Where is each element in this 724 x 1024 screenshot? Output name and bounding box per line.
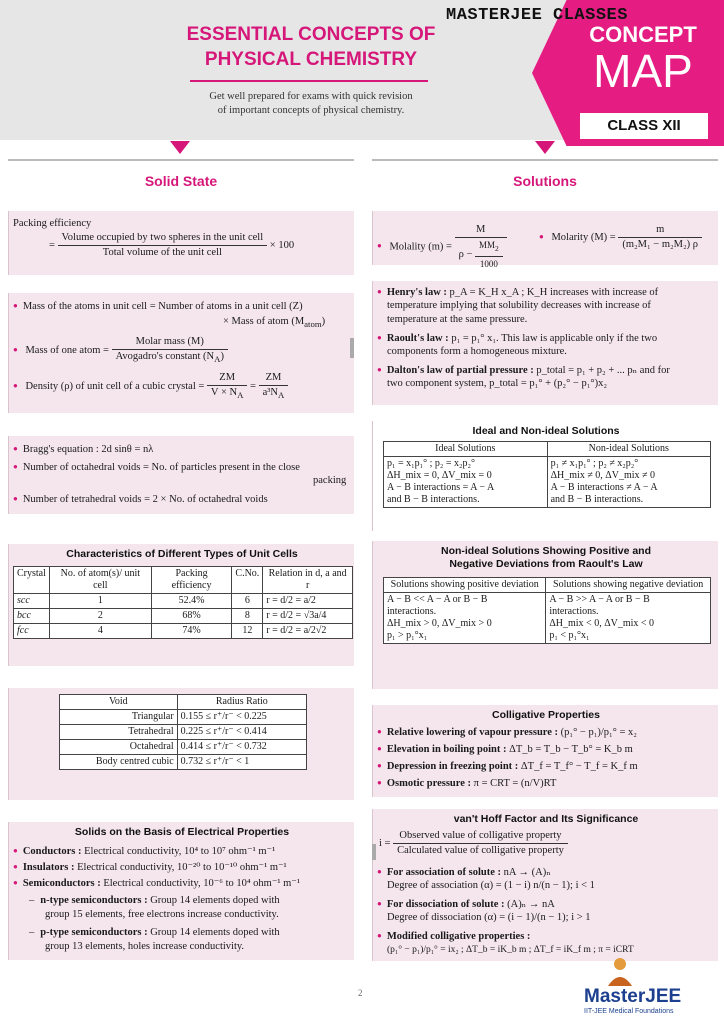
cell-line: ΔH_mix < 0, ΔV_mix < 0: [549, 618, 655, 629]
colligative-text: ΔT_f = T_f° − T_f = K_f m: [520, 761, 638, 772]
conductors-text: Electrical conductivity, 10⁴ to 10⁷ ohm⁻¹ m⁻¹: [84, 846, 276, 857]
ptype-continuation: group 13 elements, holes increase conductivity.: [45, 941, 245, 952]
semi-label: Semiconductors :: [22, 878, 101, 889]
colligative-item: [377, 725, 637, 740]
ideal-solutions-table: [383, 441, 711, 508]
cell-line: p₁ = x₁p₁° ; p₂ = x₂p₂°: [387, 458, 475, 469]
cell-line: p₁ ≠ x₁p₁° ; p₂ ≠ x₂p₂°: [550, 458, 639, 469]
table-header: Void: [60, 695, 178, 710]
table-cell: Body centred cubic: [60, 755, 178, 770]
semiconductors-line: [13, 876, 300, 891]
title-underline: [190, 80, 428, 82]
table-cell: scc: [14, 594, 50, 609]
table-cell: bcc: [14, 609, 50, 624]
ptype-line: [29, 926, 280, 940]
density-lhs: Density (ρ) of unit cell of a cubic crystal =: [25, 380, 205, 392]
mass-of-one-atom-line: [13, 335, 228, 366]
deviation-title: [373, 545, 719, 571]
colligative-item: [377, 742, 633, 757]
cell-line: A − B interactions = A − A: [387, 482, 495, 493]
dalton-continuation: two component system, p_total = p₁° + (p₂° − p₁°)x₂: [387, 378, 607, 389]
density-f1-den-sub: A: [237, 390, 244, 401]
banner-map: MAP: [593, 45, 693, 97]
mass-of-atom-continuation: [223, 315, 325, 331]
unit-cells-table: [13, 566, 353, 639]
cell-line: interactions.: [549, 606, 599, 617]
tagline-line-1: Get well prepared for exams with quick revision: [209, 91, 413, 102]
molality-den-a: ρ −: [458, 248, 473, 260]
table-header: No. of atom(s)/ unit cell: [49, 567, 151, 594]
ptype-label: p-type semiconductors :: [40, 927, 148, 938]
density-f1-den-text: V × N: [210, 387, 238, 398]
conductors-line: [13, 844, 275, 859]
i-den: Calculated value of colligative property: [397, 845, 564, 856]
cell-line: ΔH_mix = 0, ΔV_mix = 0: [387, 470, 492, 481]
table-cell: 0.155 ≤ r⁺/r⁻ < 0.225: [177, 710, 306, 725]
ideal-title: Ideal and Non-ideal Solutions: [472, 425, 620, 437]
table-cell: 68%: [151, 609, 232, 624]
table-header: Solutions showing negative deviation: [546, 578, 711, 593]
unit-cells-title: Characteristics of Different Types of Unit Cells: [66, 548, 298, 560]
molality-num: M: [455, 223, 507, 238]
mass-line2-sub: atom: [304, 319, 322, 330]
inner-num-text: MM: [479, 240, 496, 250]
octahedral-voids-continuation: packing: [313, 475, 347, 486]
cell-line: p₁ > p₁°x₁: [387, 630, 428, 641]
unit-cells-box: [8, 544, 354, 666]
scroll-marker: [372, 844, 376, 860]
colligative-label: Depression in freezing point :: [386, 761, 519, 772]
table-header: Relation in d, a and r: [263, 567, 353, 594]
solid-state-heading: [8, 159, 354, 201]
table-row: [60, 740, 307, 755]
table-header: Solutions showing positive deviation: [384, 578, 546, 593]
cell-line: p₁ < p₁°x₁: [549, 630, 590, 641]
packing-efficiency-box: [8, 211, 354, 275]
molality-den: [455, 238, 507, 271]
cell-line: A − B << A − A or B − B: [387, 594, 488, 605]
table-cell: 6: [232, 594, 263, 609]
bragg-voids-box: [8, 436, 354, 514]
ptype-text: Group 14 elements doped with: [150, 927, 280, 938]
ntype-text: Group 14 elements doped with: [150, 895, 280, 906]
table-row: [384, 593, 711, 644]
bragg-equation: ● Bragg's equation : 2d sinθ = nλ: [13, 442, 153, 457]
table-cell: fcc: [14, 624, 50, 639]
table-row: [384, 457, 711, 508]
modified-colligative-line: [377, 929, 530, 944]
cell-line: and B − B interactions.: [550, 494, 644, 505]
mod-label: Modified colligative properties :: [386, 931, 531, 942]
octahedral-voids-line: ● Number of octahedral voids = No. of particles present in the close: [13, 460, 300, 475]
molality-box: [372, 211, 718, 269]
table-header: Crystal: [14, 567, 50, 594]
table-cell: [384, 457, 548, 508]
laws-box: [372, 281, 718, 405]
table-cell: r = d/2 = a/2: [263, 594, 353, 609]
tagline-line-2: of important concepts of physical chemistry.: [217, 105, 405, 116]
voids-box: [8, 688, 354, 800]
i-lhs: i =: [379, 837, 391, 849]
table-row: [14, 594, 353, 609]
henry-text: p_A = K_H x_A ; K_H increases with increase of: [449, 287, 659, 298]
electrical-title: Solids on the Basis of Electrical Properties: [74, 826, 290, 838]
density-f1-den: [207, 386, 247, 402]
table-cell: 8: [232, 609, 263, 624]
association-continuation: Degree of association (α) = (1 − i) n/(n − 1); i < 1: [387, 880, 595, 891]
table-cell: 4: [49, 624, 151, 639]
molarity-num: m: [618, 223, 702, 238]
molar-den: [112, 350, 228, 366]
insulators-line: [13, 860, 287, 875]
density-eq: =: [250, 380, 256, 392]
table-header-row: [14, 567, 353, 594]
dalton-text: p_total = p₁ + p₂ + ... pₙ and for: [536, 365, 670, 376]
assoc-label: For association of solute :: [386, 867, 501, 878]
dissociation-line: [377, 897, 555, 912]
table-cell: Octahedral: [60, 740, 178, 755]
raoult-text: p₁ = p₁° x₁. This law is applicable only if the two: [451, 333, 658, 344]
colligative-title: Colligative Properties: [492, 709, 600, 721]
mascot-icon: [600, 956, 640, 986]
molar-den-text: Avogadro's constant (N: [115, 351, 215, 362]
table-header: Non-ideal Solutions: [547, 442, 710, 457]
cell-line: A − B >> A − A or B − B: [549, 594, 650, 605]
henry-law-line: [377, 285, 658, 300]
insulators-label: Insulators :: [22, 862, 75, 873]
table-row: [14, 609, 353, 624]
henry-continuation: temperature at the same pressure.: [387, 314, 528, 325]
colligative-box: [372, 705, 718, 797]
solutions-heading: [372, 159, 718, 201]
association-line: [377, 865, 551, 880]
heading-text: Solutions: [513, 173, 577, 189]
table-cell: Triangular: [60, 710, 178, 725]
colligative-label: Relative lowering of vapour pressure :: [386, 727, 559, 738]
table-row: [60, 710, 307, 725]
molarity-den: (m₂M₁ − m₂M₂) ρ: [622, 239, 699, 250]
dalton-law-line: [377, 363, 670, 378]
table-cell: [384, 593, 546, 644]
i-num: Observed value of colligative property: [393, 829, 568, 844]
vant-hoff-box: [372, 809, 718, 961]
table-cell: [547, 457, 710, 508]
electrical-properties-box: [8, 822, 354, 960]
table-cell: 1: [49, 594, 151, 609]
density-f2-den: [259, 386, 289, 402]
molality-lhs: Molality (m) =: [389, 241, 452, 253]
cell-line: ΔH_mix ≠ 0, ΔV_mix ≠ 0: [550, 470, 656, 481]
packing-formula: = $\frac{\text{Volume occupied by two spheres in the unit cell}}{\text{Total volume of the unit cell}}$ × 100: [49, 232, 295, 258]
dalton-label: Dalton's law of partial pressure :: [386, 365, 534, 376]
packing-denominator: Total volume of the unit cell: [102, 247, 222, 258]
molality-formula: [377, 223, 507, 271]
mass-density-box: [8, 293, 354, 413]
tagline: [180, 90, 442, 118]
footer-brand: MasterJEE: [584, 986, 682, 1007]
deviation-title-line-2: Negative Deviations from Raoult's Law: [449, 558, 643, 570]
colligative-label: Osmotic pressure :: [386, 778, 472, 789]
insulators-text: Electrical conductivity, 10⁻²⁰ to 10⁻¹⁰ ohm⁻¹ m⁻¹: [77, 862, 287, 873]
molar-num: Molar mass (M): [112, 335, 228, 350]
density-line: [13, 371, 288, 402]
ntype-line: [29, 894, 280, 908]
packing-numerator: Volume occupied by two spheres in the unit cell: [58, 231, 268, 246]
table-cell: 0.225 ≤ r⁺/r⁻ < 0.414: [177, 725, 306, 740]
cell-line: interactions.: [387, 606, 437, 617]
density-f2-num: ZM: [259, 371, 289, 386]
table-cell: 2: [49, 609, 151, 624]
table-cell: [546, 593, 711, 644]
table-cell: r = d/2 = a/2√2: [263, 624, 353, 639]
table-header: Radius Ratio: [177, 695, 306, 710]
dissociation-continuation: Degree of dissociation (α) = (i − 1)/(n − 1); i > 1: [387, 912, 591, 923]
ntype-continuation: group 15 elements, free electrons increase conductivity.: [45, 909, 279, 920]
table-cell: r = d/2 = √3a/4: [263, 609, 353, 624]
class-badge: CLASS XII: [580, 113, 708, 139]
table-header-row: [384, 578, 711, 593]
banner-concept: CONCEPT: [589, 22, 697, 47]
page-number: 2: [358, 988, 363, 998]
deviation-box: [372, 541, 718, 689]
title-line-2: PHYSICAL CHEMISTRY: [204, 49, 418, 70]
molarity-lhs: Molarity (M) =: [551, 231, 616, 243]
modified-colligative-text: (p₁° − p₁)/p₁° = ix₂ ; ΔT_b = iK_b m ; ΔT_f = iK_f m ; π = iCRT: [387, 945, 634, 955]
cell-line: A − B interactions ≠ A − A: [550, 482, 658, 493]
radius-ratio-table: [59, 694, 307, 770]
raoult-label: Raoult's law :: [386, 333, 449, 344]
table-header-row: [384, 442, 711, 457]
table-cell: 0.732 ≤ r⁺/r⁻ < 1: [177, 755, 306, 770]
density-f2-den-sub: A: [277, 390, 285, 401]
molar-lhs: Mass of one atom =: [25, 344, 109, 356]
colligative-label: Elevation in boiling point :: [386, 744, 507, 755]
mass-line2: × Mass of atom (M: [223, 316, 305, 327]
molar-den-sub: A: [214, 354, 221, 365]
cell-line: and B − B interactions.: [387, 494, 480, 505]
table-cell: 12: [232, 624, 263, 639]
table-row: [60, 725, 307, 740]
colligative-item: [377, 776, 556, 791]
henry-continuation: temperature implying that solubility decreases with increase of: [387, 300, 651, 311]
arrow-down-icon: [535, 141, 555, 154]
table-header: C.No.: [232, 567, 263, 594]
table-row: [60, 755, 307, 770]
molar-den-end: ): [220, 351, 224, 362]
table-cell: Tetrahedral: [60, 725, 178, 740]
density-f2-den-text: a³N: [262, 387, 278, 398]
raoult-continuation: components form a homogeneous mixture.: [387, 346, 567, 357]
mass-of-atoms-line: ● Mass of the atoms in unit cell = Number of atoms in a unit cell (Z): [13, 299, 303, 314]
molarity-formula: [539, 223, 702, 252]
ntype-label: n-type semiconductors :: [40, 895, 148, 906]
colligative-text: (p₁° − p₁)/p₁° = x₂: [560, 727, 637, 738]
heading-text: Solid State: [144, 173, 218, 189]
table-header: Packing efficiency: [151, 567, 232, 594]
colligative-item: [377, 759, 638, 774]
density-f1-num: ZM: [207, 371, 247, 386]
table-header-row: [60, 695, 307, 710]
title-line-1: ESSENTIAL CONCEPTS OF: [186, 24, 436, 45]
vant-hoff-title: van't Hoff Factor and Its Significance: [453, 813, 639, 825]
footer-subtitle: IIT-JEE Medical Foundations: [584, 1008, 674, 1015]
deviation-table: [383, 577, 711, 644]
table-cell: 74%: [151, 624, 232, 639]
conductors-label: Conductors :: [22, 846, 82, 857]
brand-name: MASTERJEE CLASSES: [446, 6, 628, 25]
raoult-law-line: [377, 331, 657, 346]
scroll-marker: [350, 338, 354, 358]
dissoc-text: (A)ₙ → nA: [507, 899, 555, 910]
assoc-text: nA → (A)ₙ: [503, 867, 551, 878]
molality-inner-den: 1000: [479, 258, 498, 269]
colligative-text: ΔT_b = T_b − T_b° = K_b m: [509, 744, 633, 755]
semi-text: Electrical conductivity, 10⁻⁶ to 10⁴ ohm⁻¹ m⁻¹: [103, 878, 300, 889]
table-cell: 0.414 ≤ r⁺/r⁻ < 0.732: [177, 740, 306, 755]
arrow-down-icon: [170, 141, 190, 154]
tetrahedral-voids-line: ● Number of tetrahedral voids = 2 × No. of octahedral voids: [13, 492, 268, 507]
henry-label: Henry's law :: [386, 287, 447, 298]
colligative-text: π = CRT = (n/V)RT: [473, 778, 557, 789]
packing-tail: × 100: [269, 239, 295, 251]
vant-hoff-formula: [379, 829, 568, 858]
table-header: Ideal Solutions: [384, 442, 548, 457]
ideal-solutions-box: [372, 421, 718, 531]
table-cell: 52.4%: [151, 594, 232, 609]
cell-line: ΔH_mix > 0, ΔV_mix > 0: [387, 618, 492, 629]
inner-num-sub: 2: [495, 243, 499, 253]
molality-inner-num: [475, 238, 503, 257]
table-row: [14, 624, 353, 639]
packing-label: Packing efficiency: [13, 218, 92, 229]
page-title: [186, 22, 436, 72]
deviation-title-line-1: Non-ideal Solutions Showing Positive and: [440, 545, 651, 557]
mass-line2-end: ): [321, 316, 326, 327]
dissoc-label: For dissociation of solute :: [386, 899, 505, 910]
